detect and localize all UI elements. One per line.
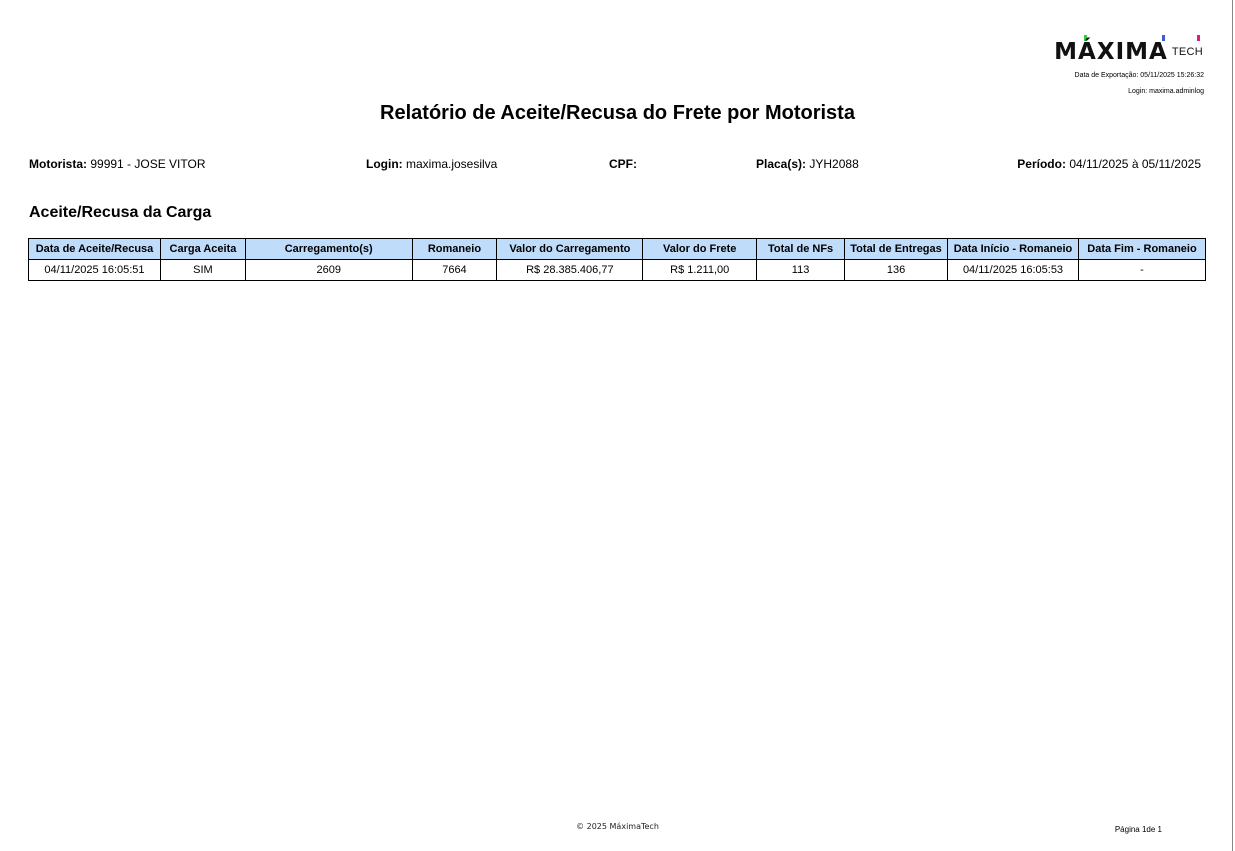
periodo-value: 04/11/2025 à 05/11/2025 <box>1069 157 1201 171</box>
table-cell: R$ 1.211,00 <box>643 260 757 281</box>
export-date: Data de Exportação: 05/11/2025 15:26:32 <box>1074 72 1204 79</box>
column-header: Data Fim - Romaneio <box>1078 239 1205 260</box>
info-login <box>366 157 497 171</box>
page-edge-divider <box>1232 0 1233 851</box>
column-header: Romaneio <box>412 239 497 260</box>
table-cell: 136 <box>845 260 948 281</box>
table-header-row <box>29 239 1206 260</box>
table-row <box>29 260 1206 281</box>
acceptance-table <box>28 238 1206 281</box>
column-header: Carregamento(s) <box>245 239 412 260</box>
column-header: Valor do Carregamento <box>497 239 643 260</box>
motorista-value: 99991 - JOSE VITOR <box>90 157 206 171</box>
info-periodo <box>1017 157 1201 171</box>
table-cell: 04/11/2025 16:05:53 <box>948 260 1079 281</box>
column-header: Valor do Frete <box>643 239 757 260</box>
logo-pink-mark <box>1197 35 1200 41</box>
periodo-label: Período: <box>1017 157 1066 171</box>
placa-label: Placa(s): <box>756 157 807 171</box>
table-cell: 2609 <box>245 260 412 281</box>
column-header: Data Início - Romaneio <box>948 239 1079 260</box>
cpf-label: CPF: <box>609 157 637 171</box>
footer-copyright: © 2025 MáximaTech <box>576 822 659 831</box>
logo-wordmark: MÁXIMA <box>1054 39 1168 65</box>
info-cpf <box>609 157 637 171</box>
info-motorista <box>29 157 206 171</box>
column-header: Total de Entregas <box>845 239 948 260</box>
table-cell: 113 <box>757 260 845 281</box>
column-header: Carga Aceita <box>160 239 245 260</box>
logo-tech-suffix: TECH <box>1171 46 1203 58</box>
table-cell: - <box>1078 260 1205 281</box>
maxima-tech-logo <box>1054 37 1203 67</box>
column-header: Total de NFs <box>757 239 845 260</box>
section-title: Aceite/Recusa da Carga <box>29 204 212 221</box>
table-cell: 7664 <box>412 260 497 281</box>
table-cell: SIM <box>160 260 245 281</box>
table-cell: 04/11/2025 16:05:51 <box>29 260 161 281</box>
export-login: Login: maxima.adminlog <box>1128 88 1204 95</box>
login-label: Login: <box>366 157 403 171</box>
placa-value: JYH2088 <box>809 157 859 171</box>
table-cell: R$ 28.385.406,77 <box>497 260 643 281</box>
footer-page-number: Página 1de 1 <box>1114 825 1162 834</box>
info-placa <box>756 157 859 171</box>
column-header: Data de Aceite/Recusa <box>29 239 161 260</box>
report-title: Relatório de Aceite/Recusa do Frete por Motorista <box>380 102 855 124</box>
motorista-label: Motorista: <box>29 157 87 171</box>
login-value: maxima.josesilva <box>406 157 498 171</box>
